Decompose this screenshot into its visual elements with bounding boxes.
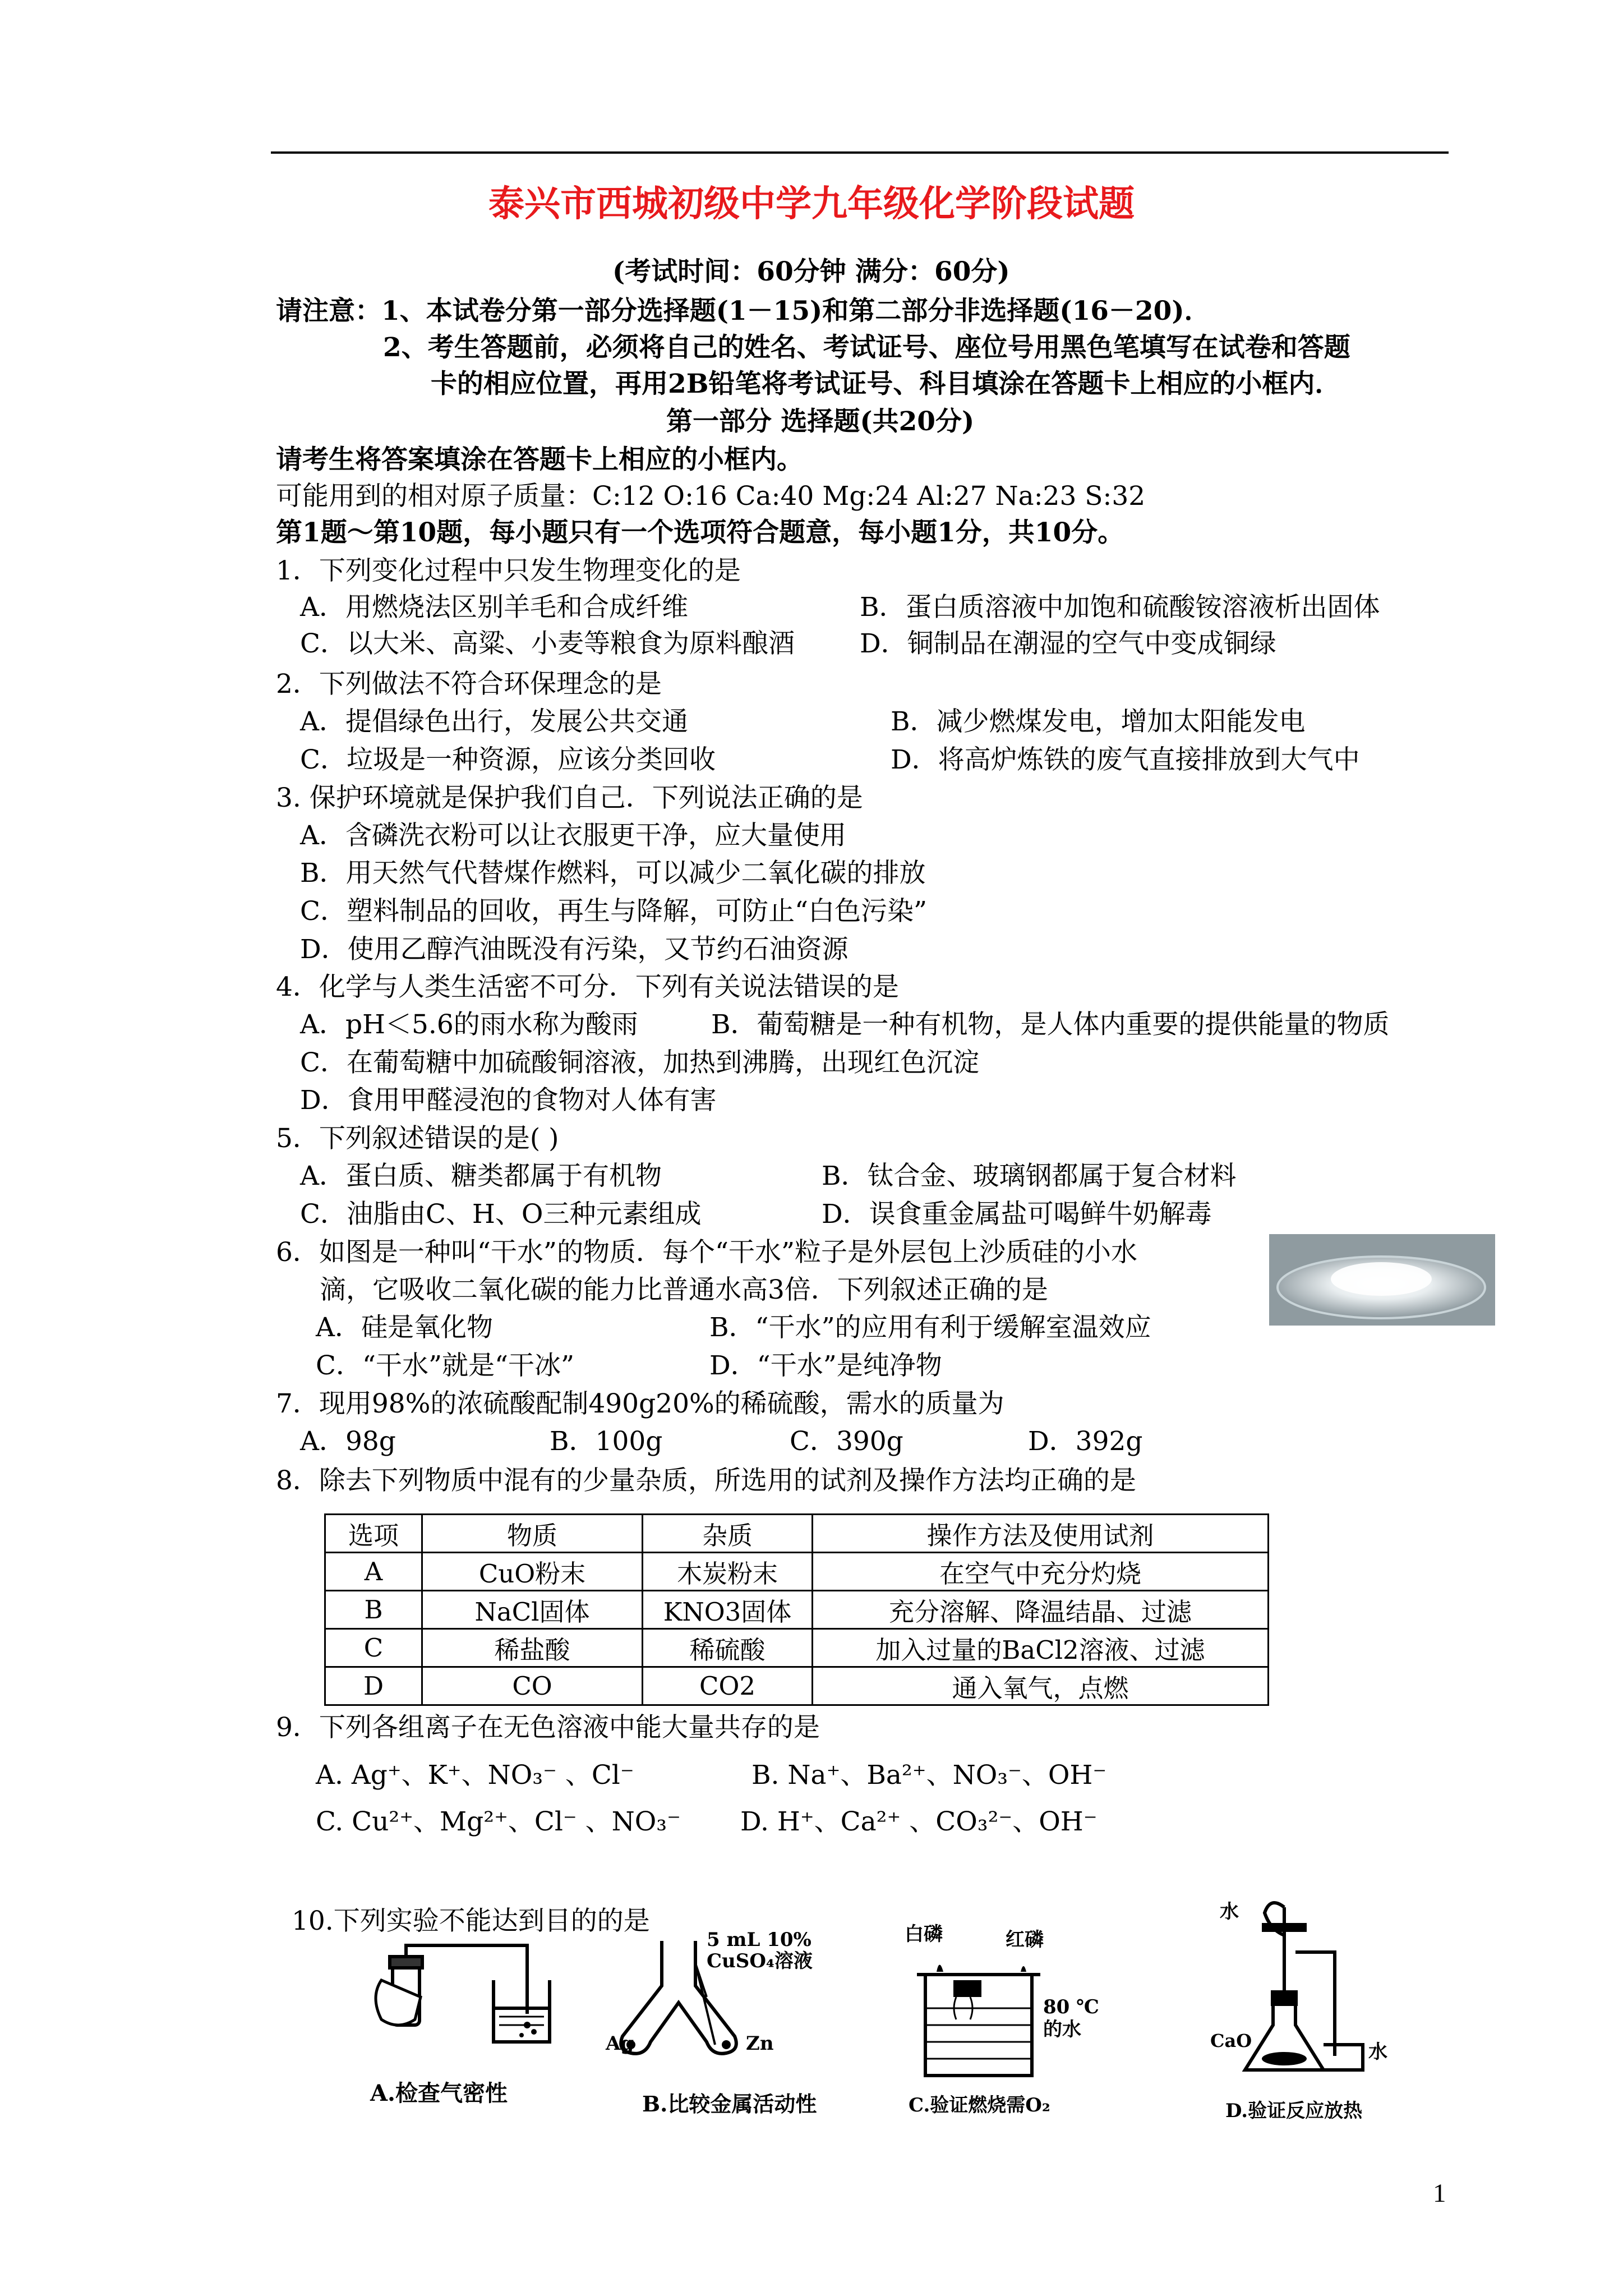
q7-stem: 7．现用98%的浓硫酸配制490g20%的稀硫酸，需水的质量为 <box>276 1388 1004 1419</box>
table-cell: 木炭粉末 <box>643 1553 813 1591</box>
q7-option-a: A．98g <box>300 1426 396 1457</box>
table-cell: 稀硫酸 <box>643 1629 813 1667</box>
q6-option-b: B．“干水”的应用有利于缓解室温效应 <box>709 1312 1151 1343</box>
q8-stem: 8．除去下列物质中混有的少量杂质，所选用的试剂及操作方法均正确的是 <box>276 1465 1136 1496</box>
q3-stem: 3. 保护环境就是保护我们自己．下列说法正确的是 <box>276 783 863 813</box>
table-row <box>325 1667 1269 1705</box>
q6-stem-line2: 滴，它吸收二氧化碳的能力比普通水高3倍．下列叙述正确的是 <box>320 1274 1048 1305</box>
col-header: 选项 <box>325 1515 422 1553</box>
q4-option-a: A．pH＜5.6的雨水称为酸雨 <box>300 1009 638 1040</box>
q9-option-a: A. Ag⁺、K⁺、NO₃⁻ 、Cl⁻ <box>316 1760 634 1791</box>
fig-c-water: 的水 <box>1043 2018 1081 2041</box>
table-cell: CO2 <box>643 1667 813 1705</box>
fig-d-caption: D.验证反应放热 <box>1225 2100 1363 2122</box>
table-header-row <box>325 1515 1269 1553</box>
q2-option-a: A．提倡绿色出行，发展公共交通 <box>300 706 688 737</box>
q7-option-b: B．100g <box>550 1426 663 1457</box>
q9-option-d: D. H⁺、Ca²⁺ 、CO₃²⁻、OH⁻ <box>740 1806 1098 1837</box>
q9-option-c: C. Cu²⁺、Mg²⁺、Cl⁻ 、NO₃⁻ <box>316 1806 681 1837</box>
table-row <box>325 1591 1269 1629</box>
figure-c-beaker <box>914 1947 1060 2087</box>
q7-option-c: C．390g <box>790 1426 903 1457</box>
table-row <box>325 1553 1269 1591</box>
fig-c-temperature: 80 ℃ <box>1043 1996 1099 2018</box>
fig-b-caption: B.比较金属活动性 <box>642 2091 817 2116</box>
q3-option-c: C．塑料制品的回收，再生与降解，可防止“白色污染” <box>300 896 928 927</box>
table-cell: KNO3固体 <box>643 1591 813 1629</box>
table-cell: C <box>325 1629 422 1667</box>
q5-option-a: A．蛋白质、糖类都属于有机物 <box>300 1161 662 1191</box>
table-cell: 稀盐酸 <box>422 1629 643 1667</box>
page-number: 1 <box>1433 2179 1446 2208</box>
q1-option-d: D．铜制品在潮湿的空气中变成铜绿 <box>860 628 1276 659</box>
q2-option-c: C．垃圾是一种资源，应该分类回收 <box>300 744 716 775</box>
table-row <box>325 1629 1269 1667</box>
q9-option-b: B. Na⁺、Ba²⁺、NO₃⁻、OH⁻ <box>751 1760 1107 1791</box>
q2-option-d: D．将高炉炼铁的废气直接排放到大气中 <box>891 744 1360 775</box>
table-cell: 在空气中充分灼烧 <box>813 1553 1269 1591</box>
q1-stem: 1．下列变化过程中只发生物理变化的是 <box>276 555 741 586</box>
q3-option-a: A．含磷洗衣粉可以让衣服更干净，应大量使用 <box>300 820 846 851</box>
table-cell: 加入过量的BaCl2溶液、过滤 <box>813 1629 1269 1667</box>
q2-stem: 2．下列做法不符合环保理念的是 <box>276 669 662 700</box>
figure-a-airtightness <box>359 1941 594 2070</box>
q3-option-b: B．用天然气代替煤作燃料，可以减少二氧化碳的排放 <box>300 858 926 889</box>
fig-a-caption: A.检查气密性 <box>370 2080 508 2106</box>
q1-option-a: A．用燃烧法区别羊毛和合成纤维 <box>300 592 688 623</box>
q6-option-d: D．“干水”是纯净物 <box>709 1350 942 1381</box>
q9-stem: 9．下列各组离子在无色溶液中能大量共存的是 <box>276 1712 820 1743</box>
fig-c-white-phosphorus: 白磷 <box>905 1923 943 1945</box>
q8-table <box>324 1513 1269 1706</box>
q1-option-c: C．以大米、高粱、小麦等粮食为原料酿酒 <box>300 628 795 659</box>
q5-option-c: C．油脂由C、H、O三种元素组成 <box>300 1199 702 1230</box>
table-cell: D <box>325 1667 422 1705</box>
notice-line-2: 2、考生答题前，必须将自己的姓名、考试证号、座位号用黑色笔填写在试卷和答题 <box>383 332 1350 363</box>
q1-option-b: B．蛋白质溶液中加饱和硫酸铵溶液析出固体 <box>860 592 1380 623</box>
fig-c-caption: C.验证燃烧需O₂ <box>909 2094 1050 2116</box>
table-cell: B <box>325 1591 422 1629</box>
fig-d-cao: CaO <box>1210 2030 1252 2051</box>
q2-option-b: B．减少燃煤发电，增加太阳能发电 <box>891 706 1306 737</box>
col-header: 操作方法及使用试剂 <box>813 1515 1269 1553</box>
q4-option-b: B．葡萄糖是一种有机物，是人体内重要的提供能量的物质 <box>711 1009 1390 1040</box>
q6-option-a: A．硅是氧化物 <box>316 1312 493 1343</box>
atomic-mass: 可能用到的相对原子质量：C:12 O:16 Ca:40 Mg:24 Al:27 Na:23 S:32 <box>276 481 1146 512</box>
top-rule <box>271 151 1449 154</box>
q3-option-d: D．使用乙醇汽油既没有污染，又节约石油资源 <box>300 934 849 965</box>
table-cell: A <box>325 1553 422 1591</box>
notice-line-1: 请注意：1、本试卷分第一部分选择题(1－15)和第二部分非选择题(16－20)． <box>276 296 1211 326</box>
table-cell: 充分溶解、降温结晶、过滤 <box>813 1591 1269 1629</box>
fig-b-ag: Ag <box>606 2032 634 2055</box>
q4-stem: 4．化学与人类生活密不可分．下列有关说法错误的是 <box>276 972 899 1002</box>
exam-info: (考试时间：60分钟 满分：60分) <box>612 256 1010 287</box>
part1-heading: 第一部分 选择题(共20分) <box>666 406 975 437</box>
table-cell: CO <box>422 1667 643 1705</box>
table-cell: 通入氧气，点燃 <box>813 1667 1269 1705</box>
fig-b-label2: CuSO₄溶液 <box>707 1950 813 1972</box>
fig-b-label1: 5 mL 10% <box>707 1929 811 1951</box>
section-note: 第1题～第10题，每小题只有一个选项符合题意，每小题1分，共10分。 <box>276 517 1124 548</box>
fig-d-water: 水 <box>1368 2041 1387 2063</box>
table-cell: CuO粉末 <box>422 1553 643 1591</box>
table-cell: NaCl固体 <box>422 1591 643 1629</box>
part1-instruction: 请考生将答案填涂在答题卡上相应的小框内。 <box>276 444 803 475</box>
notice-line-3: 卡的相应位置，再用2B铅笔将考试证号、科目填涂在答题卡上相应的小框内． <box>431 369 1341 399</box>
q7-option-d: D．392g <box>1028 1426 1143 1457</box>
page-title: 泰兴市西城初级中学九年级化学阶段试题 <box>488 183 1135 225</box>
q5-option-d: D．误食重金属盐可喝鲜牛奶解毒 <box>822 1199 1212 1230</box>
fig-c-red-phosphorus: 红磷 <box>1006 1929 1044 1951</box>
q4-option-c: C．在葡萄糖中加硫酸铜溶液，加热到沸腾，出现红色沉淀 <box>300 1047 979 1078</box>
fig-d-water-top: 水 <box>1220 1901 1239 1923</box>
col-header: 杂质 <box>643 1515 813 1553</box>
q10-stem: 10.下列实验不能达到目的的是 <box>292 1906 650 1936</box>
q5-stem: 5．下列叙述错误的是( ) <box>276 1123 559 1154</box>
col-header: 物质 <box>422 1515 643 1553</box>
q5-option-b: B．钛合金、玻璃钢都属于复合材料 <box>822 1161 1237 1191</box>
q6-option-c: C．“干水”就是“干冰” <box>316 1350 575 1381</box>
dry-water-photo <box>1269 1234 1495 1326</box>
q6-stem-line1: 6．如图是一种叫“干水”的物质．每个“干水”粒子是外层包上沙质硅的小水 <box>276 1237 1138 1268</box>
fig-b-zn: Zn <box>746 2032 774 2055</box>
q4-option-d: D．食用甲醛浸泡的食物对人体有害 <box>300 1085 717 1116</box>
